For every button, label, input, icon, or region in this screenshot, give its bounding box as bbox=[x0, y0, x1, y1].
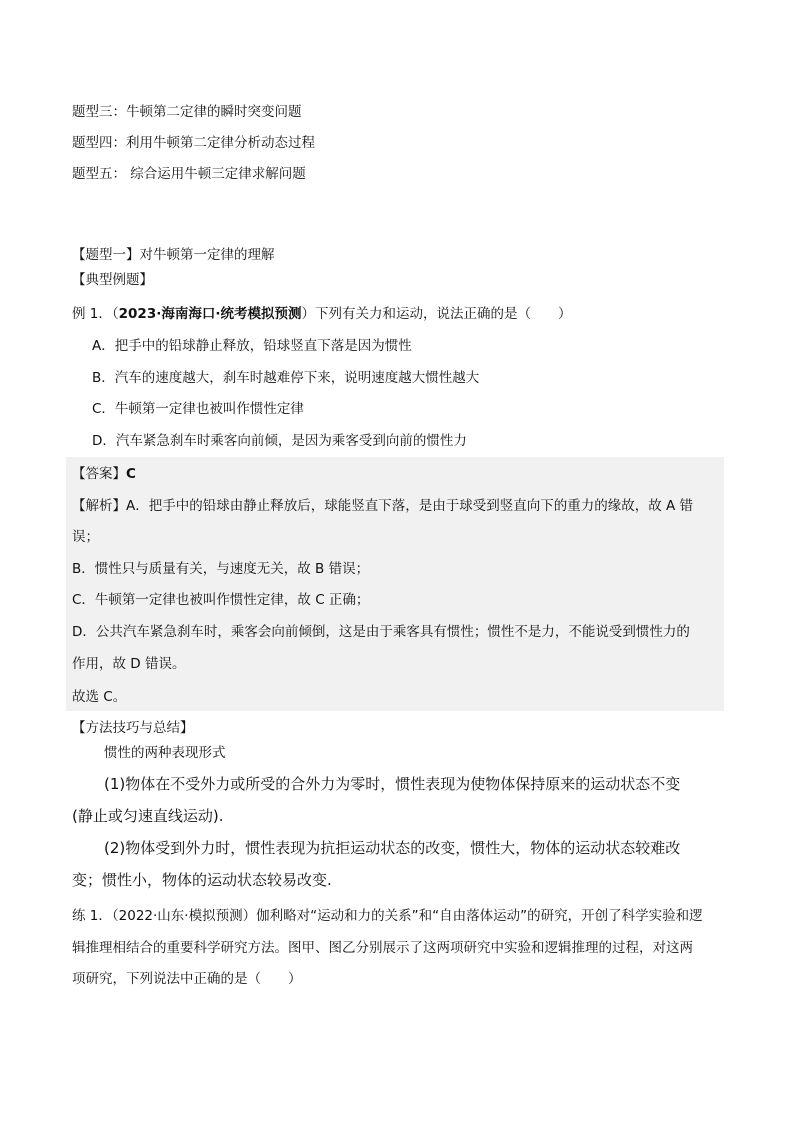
answer-line bbox=[72, 464, 136, 484]
method-p1-line-1: (1)物体在不受外力或所受的合外力为零时，惯性表现为使物体保持原来的运动状态不变 bbox=[104, 775, 681, 793]
answer-value: C bbox=[126, 466, 136, 482]
analysis-line-3: B．惯性只与质量有关，与速度无关，故 B 错误； bbox=[72, 561, 370, 577]
analysis-line-5: D．公共汽车紧急刹车时，乘客会向前倾倒，这是由于乘客具有惯性；惯性不是力，不能说受到惯性力的 bbox=[72, 624, 690, 640]
example-1-option-b: B．汽车的速度越大，刹车时越难停下来，说明速度越大惯性越大 bbox=[92, 370, 480, 386]
example-1-stem bbox=[72, 304, 571, 324]
practice-1-prefix: 练 1．（ bbox=[72, 908, 119, 924]
analysis-line-2: 误； bbox=[72, 529, 99, 545]
analysis-label: 【解析】 bbox=[72, 498, 126, 514]
practice-1-text-1: ）伽利略对“运动和力的关系”和“自由落体运动”的研究，开创了科学实验和逻 bbox=[242, 908, 703, 924]
method-p2-line-2: 变；惯性小，物体的运动状态较易改变. bbox=[72, 871, 332, 889]
question-type-3: 题型四：利用牛顿第二定律分析动态过程 bbox=[72, 135, 315, 151]
analysis-text-1: A．把手中的铅球由静止释放后，球能竖直下落，是由于球受到竖直向下的重力的缘故，故 A 错 bbox=[126, 498, 694, 514]
method-heading: 【方法技巧与总结】 bbox=[72, 720, 194, 736]
section-sub-heading: 【典型例题】 bbox=[72, 272, 153, 288]
analysis-conclusion: 故选 C。 bbox=[72, 689, 127, 705]
practice-1-line-2: 辑推理相结合的重要科学研究方法。图甲、图乙分别展示了这两项研究中实验和逻辑推理的过程，对这两 bbox=[72, 940, 693, 956]
example-1-prefix: 例 1．（ bbox=[72, 306, 119, 322]
example-1-question: ）下列有关力和运动，说法正确的是（ ） bbox=[301, 306, 572, 322]
question-type-2: 题型三：牛顿第二定律的瞬时突变问题 bbox=[72, 104, 302, 120]
example-1-source: 2023·海南海口·统考模拟预测 bbox=[118, 306, 302, 322]
analysis-line-1 bbox=[72, 496, 693, 516]
example-1-option-c: C．牛顿第一定律也被叫作惯性定律 bbox=[92, 401, 304, 417]
answer-label: 【答案】 bbox=[72, 466, 126, 482]
example-1-option-a: A．把手中的铅球静止释放，铅球竖直下落是因为惯性 bbox=[92, 338, 412, 354]
practice-1-line-1 bbox=[72, 906, 703, 926]
analysis-line-6: 作用，故 D 错误。 bbox=[72, 656, 186, 672]
method-p2-line-1: (2)物体受到外力时，惯性表现为抗拒运动状态的改变，惯性大，物体的运动状态较难改 bbox=[104, 839, 681, 857]
method-title: 惯性的两种表现形式 bbox=[104, 745, 226, 761]
practice-1-source: 2022·山东·模拟预测 bbox=[118, 908, 243, 924]
example-1-option-d: D．汽车紧急刹车时乘客向前倾，是因为乘客受到向前的惯性力 bbox=[92, 433, 467, 449]
practice-1-line-3: 项研究，下列说法中正确的是（ ） bbox=[72, 971, 302, 987]
section-heading: 【题型一】对牛顿第一定律的理解 bbox=[72, 247, 275, 263]
question-type-4: 题型五： 综合运用牛顿三定律求解问题 bbox=[72, 166, 306, 182]
analysis-line-4: C．牛顿第一定律也被叫作惯性定律，故 C 正确； bbox=[72, 592, 370, 608]
method-p1-line-2: (静止或匀速直线运动). bbox=[72, 807, 224, 825]
